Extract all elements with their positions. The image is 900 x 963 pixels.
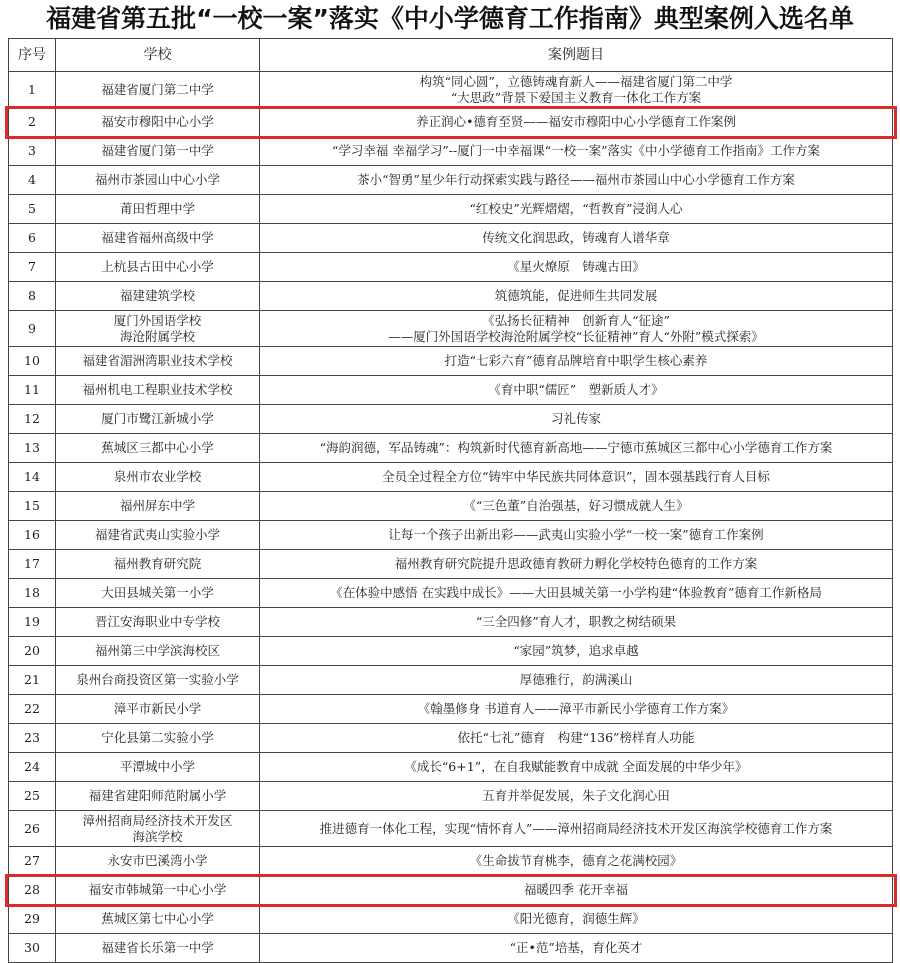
cell-case-title bbox=[260, 166, 893, 195]
school-name-line: 上杭县古田中心小学 bbox=[101, 259, 214, 274]
school-name-line: 厦门外国语学校 bbox=[113, 312, 202, 328]
case-title-line: 依托“七礼”德育 构建“136”榜样育人功能 bbox=[457, 730, 695, 745]
table-row bbox=[9, 434, 893, 463]
case-title-line: 传统文化润思政，铸魂育人谱华章 bbox=[482, 230, 670, 245]
cell-school bbox=[56, 753, 260, 782]
case-title-line: 《翰墨修身 书道育人——漳平市新民小学德育工作方案》 bbox=[417, 701, 735, 716]
school-name-line: 莆田哲理中学 bbox=[119, 201, 195, 216]
cell-no: 22 bbox=[9, 695, 56, 724]
cell-no: 15 bbox=[9, 492, 56, 521]
cell-school bbox=[56, 637, 260, 666]
cell-school bbox=[56, 608, 260, 637]
school-name-line: 福建省厦门第二中学 bbox=[101, 81, 214, 97]
cell-case-title bbox=[260, 72, 893, 108]
cell-school bbox=[56, 347, 260, 376]
cell-case-title bbox=[260, 434, 893, 463]
cell-school bbox=[56, 311, 260, 347]
table-row bbox=[9, 876, 893, 905]
case-title-line: 让每一个孩子出新出彩——武夷山实验小学“一校一案”德育工作案例 bbox=[388, 527, 764, 542]
cell-case-title bbox=[260, 934, 893, 963]
cell-case-title bbox=[260, 521, 893, 550]
case-title-line: 五育并举促发展，朱子文化润心田 bbox=[482, 788, 670, 803]
cell-school bbox=[56, 492, 260, 521]
table-row bbox=[9, 905, 893, 934]
cell-school bbox=[56, 195, 260, 224]
cell-no: 18 bbox=[9, 579, 56, 608]
cell-school bbox=[56, 579, 260, 608]
school-name-line: 漳平市新民小学 bbox=[113, 701, 202, 716]
cell-case-title bbox=[260, 376, 893, 405]
table-header-row bbox=[9, 39, 893, 72]
cell-case-title bbox=[260, 782, 893, 811]
cell-case-title bbox=[260, 753, 893, 782]
table-row bbox=[9, 72, 893, 108]
table-row bbox=[9, 666, 893, 695]
school-name-line: 晋江安海职业中专学校 bbox=[94, 614, 220, 629]
cell-no: 3 bbox=[9, 137, 56, 166]
school-name-line: 福建省厦门第一中学 bbox=[101, 143, 214, 158]
cell-no: 25 bbox=[9, 782, 56, 811]
table-row bbox=[9, 753, 893, 782]
cell-no: 7 bbox=[9, 253, 56, 282]
cell-no: 26 bbox=[9, 811, 56, 847]
school-name-line: 大田县城关第一小学 bbox=[101, 585, 214, 600]
table-row bbox=[9, 166, 893, 195]
table-row bbox=[9, 108, 893, 137]
cell-no: 27 bbox=[9, 847, 56, 876]
school-name-line: 平潭城中小学 bbox=[119, 759, 195, 774]
cell-case-title bbox=[260, 253, 893, 282]
cell-no: 30 bbox=[9, 934, 56, 963]
cell-no: 8 bbox=[9, 282, 56, 311]
school-name-line: 福安市韩城第一中心小学 bbox=[88, 882, 227, 897]
case-title-line: 《弘扬长征精神 创新育人“征途” bbox=[482, 312, 670, 328]
cell-no: 17 bbox=[9, 550, 56, 579]
table-row bbox=[9, 224, 893, 253]
case-title-line: 构筑“同心圆”，立德铸魂育新人——福建省厦门第二中学 bbox=[419, 73, 733, 89]
case-title-line: 《成长“6+1”，在自我赋能教育中成就 全面发展的中华少年》 bbox=[404, 759, 748, 774]
cell-school bbox=[56, 782, 260, 811]
cell-no: 5 bbox=[9, 195, 56, 224]
cell-case-title bbox=[260, 405, 893, 434]
cell-no: 1 bbox=[9, 72, 56, 108]
cell-school bbox=[56, 876, 260, 905]
cell-no: 9 bbox=[9, 311, 56, 347]
school-name-line: 蕉城区三都中心小学 bbox=[101, 440, 214, 455]
case-title-line: 养正润心•德育至贤——福安市穆阳中心小学德育工作案例 bbox=[416, 114, 736, 129]
cell-case-title bbox=[260, 847, 893, 876]
header-school: 学校 bbox=[56, 39, 260, 72]
case-list-table bbox=[8, 38, 893, 963]
cell-school bbox=[56, 666, 260, 695]
school-name-line: 宁化县第二实验小学 bbox=[101, 730, 214, 745]
cell-school bbox=[56, 463, 260, 492]
table-row bbox=[9, 934, 893, 963]
cell-school bbox=[56, 550, 260, 579]
cell-no: 6 bbox=[9, 224, 56, 253]
case-title-line: 推进德育一体化工程，实现“情怀育人”——漳州招商局经济技术开发区海滨学校德育工作方案 bbox=[319, 820, 833, 836]
cell-school bbox=[56, 137, 260, 166]
cell-case-title bbox=[260, 811, 893, 847]
cell-school bbox=[56, 282, 260, 311]
table-row bbox=[9, 782, 893, 811]
cell-no: 20 bbox=[9, 637, 56, 666]
table-row bbox=[9, 137, 893, 166]
cell-no: 19 bbox=[9, 608, 56, 637]
cell-school bbox=[56, 847, 260, 876]
header-case: 案例题目 bbox=[260, 39, 893, 72]
cell-school bbox=[56, 108, 260, 137]
cell-case-title bbox=[260, 282, 893, 311]
table-row bbox=[9, 492, 893, 521]
table-row bbox=[9, 253, 893, 282]
school-name-line: 漳州招商局经济技术开发区 bbox=[82, 812, 233, 828]
table-row bbox=[9, 579, 893, 608]
school-name-line: 福建省长乐第一中学 bbox=[101, 940, 214, 955]
school-name-line: 福建省建阳师范附属小学 bbox=[88, 788, 227, 803]
cell-case-title bbox=[260, 724, 893, 753]
cell-no: 11 bbox=[9, 376, 56, 405]
case-title-line: 《在体验中感悟 在实践中成长》——大田县城关第一小学构建“体验教育”德育工作新格局 bbox=[330, 585, 822, 600]
cell-school bbox=[56, 934, 260, 963]
school-name-line-2: 海滨学校 bbox=[132, 828, 183, 844]
case-title-line-2: “大思政”背景下爱国主义教育一体化工作方案 bbox=[450, 89, 702, 105]
cell-no: 28 bbox=[9, 876, 56, 905]
cell-case-title bbox=[260, 695, 893, 724]
cell-no: 24 bbox=[9, 753, 56, 782]
cell-case-title bbox=[260, 550, 893, 579]
case-title-line: “三全四修”育人才，职教之树结硕果 bbox=[475, 614, 677, 629]
table-row bbox=[9, 847, 893, 876]
cell-case-title bbox=[260, 108, 893, 137]
school-name-line-2: 海沧附属学校 bbox=[119, 328, 195, 344]
case-title-line: 筑德筑能，促进师生共同发展 bbox=[494, 288, 658, 303]
cell-school bbox=[56, 376, 260, 405]
case-title-line: 全员全过程全方位“铸牢中华民族共同体意识”，固本强基践行育人目标 bbox=[382, 469, 770, 484]
cell-no: 21 bbox=[9, 666, 56, 695]
table-row bbox=[9, 311, 893, 347]
cell-school bbox=[56, 521, 260, 550]
cell-case-title bbox=[260, 311, 893, 347]
cell-no: 29 bbox=[9, 905, 56, 934]
table-row bbox=[9, 637, 893, 666]
case-title-line: 《阳光德育，润德生辉》 bbox=[507, 911, 645, 926]
cell-school bbox=[56, 434, 260, 463]
cell-no: 13 bbox=[9, 434, 56, 463]
table-row bbox=[9, 550, 893, 579]
cell-case-title bbox=[260, 137, 893, 166]
cell-school bbox=[56, 166, 260, 195]
school-name-line: 福州教育研究院 bbox=[113, 556, 202, 571]
cell-school bbox=[56, 405, 260, 434]
cell-no: 23 bbox=[9, 724, 56, 753]
cell-school bbox=[56, 253, 260, 282]
table-row bbox=[9, 724, 893, 753]
header-no: 序号 bbox=[9, 39, 56, 72]
case-title-line: “正•范”培基，育化英才 bbox=[509, 940, 643, 955]
table-row bbox=[9, 463, 893, 492]
case-title-line: 《育中职“儒匠” 塑新质人才》 bbox=[488, 382, 664, 397]
table-row bbox=[9, 347, 893, 376]
table-row bbox=[9, 405, 893, 434]
cell-school bbox=[56, 724, 260, 753]
cell-case-title bbox=[260, 195, 893, 224]
page-title: 福建省第五批“一校一案”落实《中小学德育工作指南》典型案例入选名单 bbox=[46, 4, 854, 33]
school-name-line: 福安市穆阳中心小学 bbox=[101, 114, 214, 129]
school-name-line: 厦门市鹭江新城小学 bbox=[101, 411, 214, 426]
cell-case-title bbox=[260, 608, 893, 637]
cell-no: 12 bbox=[9, 405, 56, 434]
case-title-line: 福暖四季 花开幸福 bbox=[524, 882, 628, 897]
cell-case-title bbox=[260, 876, 893, 905]
school-name-line: 蕉城区第七中心小学 bbox=[101, 911, 214, 926]
cell-no: 14 bbox=[9, 463, 56, 492]
cell-no: 10 bbox=[9, 347, 56, 376]
table-row bbox=[9, 195, 893, 224]
table-row bbox=[9, 521, 893, 550]
table-row bbox=[9, 282, 893, 311]
cell-no: 2 bbox=[9, 108, 56, 137]
cell-case-title bbox=[260, 637, 893, 666]
case-title-line: 打造“七彩六育”德育品牌培育中职学生核心素养 bbox=[444, 353, 708, 368]
school-name-line: 福建省湄洲湾职业技术学校 bbox=[82, 353, 233, 368]
cell-school bbox=[56, 695, 260, 724]
case-title-line: 厚德雅行，韵满溪山 bbox=[519, 672, 633, 687]
case-title-line: 福州教育研究院提升思政德育教研力孵化学校特色德育的工作方案 bbox=[394, 556, 758, 571]
case-title-line: 《星火燎原 铸魂古田》 bbox=[507, 259, 645, 274]
school-name-line: 泉州市农业学校 bbox=[113, 469, 202, 484]
case-title-line: “红校史”光辉熠熠，“哲教育”浸润人心 bbox=[469, 201, 683, 216]
case-title-line: “学习幸福 幸福学习”--厦门一中幸福课“一校一案”落实《中小学德育工作指南》工作方案 bbox=[332, 143, 820, 158]
cell-case-title bbox=[260, 492, 893, 521]
school-name-line: 泉州台商投资区第一实验小学 bbox=[76, 672, 239, 687]
school-name-line: 福州机电工程职业技术学校 bbox=[82, 382, 233, 397]
school-name-line: 福建建筑学校 bbox=[119, 288, 195, 303]
case-title-line: 茶小“智勇”星少年行动探索实践与路径——福州市茶园山中心小学德育工作方案 bbox=[357, 172, 795, 187]
table-body bbox=[9, 72, 893, 963]
case-title-line: “海韵润德，军品铸魂”：构筑新时代德育新高地——宁德市蕉城区三都中心小学德育工作方案 bbox=[319, 440, 833, 455]
cell-case-title bbox=[260, 463, 893, 492]
table-row bbox=[9, 811, 893, 847]
cell-school bbox=[56, 224, 260, 253]
cell-case-title bbox=[260, 666, 893, 695]
school-name-line: 福州市茶园山中心小学 bbox=[94, 172, 220, 187]
case-title-line-2: ——厦门外国语学校海沧附属学校“长征精神”育人“外附”模式探索》 bbox=[388, 328, 764, 344]
cell-case-title bbox=[260, 347, 893, 376]
cell-case-title bbox=[260, 224, 893, 253]
school-name-line: 福建省武夷山实验小学 bbox=[94, 527, 220, 542]
case-title-line: 《“三色董”自治强基，好习惯成就人生》 bbox=[463, 498, 689, 513]
cell-no: 16 bbox=[9, 521, 56, 550]
school-name-line: 福州第三中学滨海校区 bbox=[94, 643, 220, 658]
cell-school bbox=[56, 905, 260, 934]
cell-school bbox=[56, 811, 260, 847]
cell-school bbox=[56, 72, 260, 108]
case-title-line: 习礼传家 bbox=[550, 411, 601, 426]
case-title-line: 《生命拔节育桃李，德育之花满校园》 bbox=[469, 853, 683, 868]
school-name-line: 永安市巴溪湾小学 bbox=[107, 853, 208, 868]
table-row bbox=[9, 695, 893, 724]
school-name-line: 福州屏东中学 bbox=[119, 498, 195, 513]
cell-case-title bbox=[260, 579, 893, 608]
cell-case-title bbox=[260, 905, 893, 934]
table-row bbox=[9, 376, 893, 405]
school-name-line: 福建省福州高级中学 bbox=[101, 230, 214, 245]
cell-no: 4 bbox=[9, 166, 56, 195]
table-row bbox=[9, 608, 893, 637]
case-title-line: “家园”筑梦，追求卓越 bbox=[513, 643, 639, 658]
